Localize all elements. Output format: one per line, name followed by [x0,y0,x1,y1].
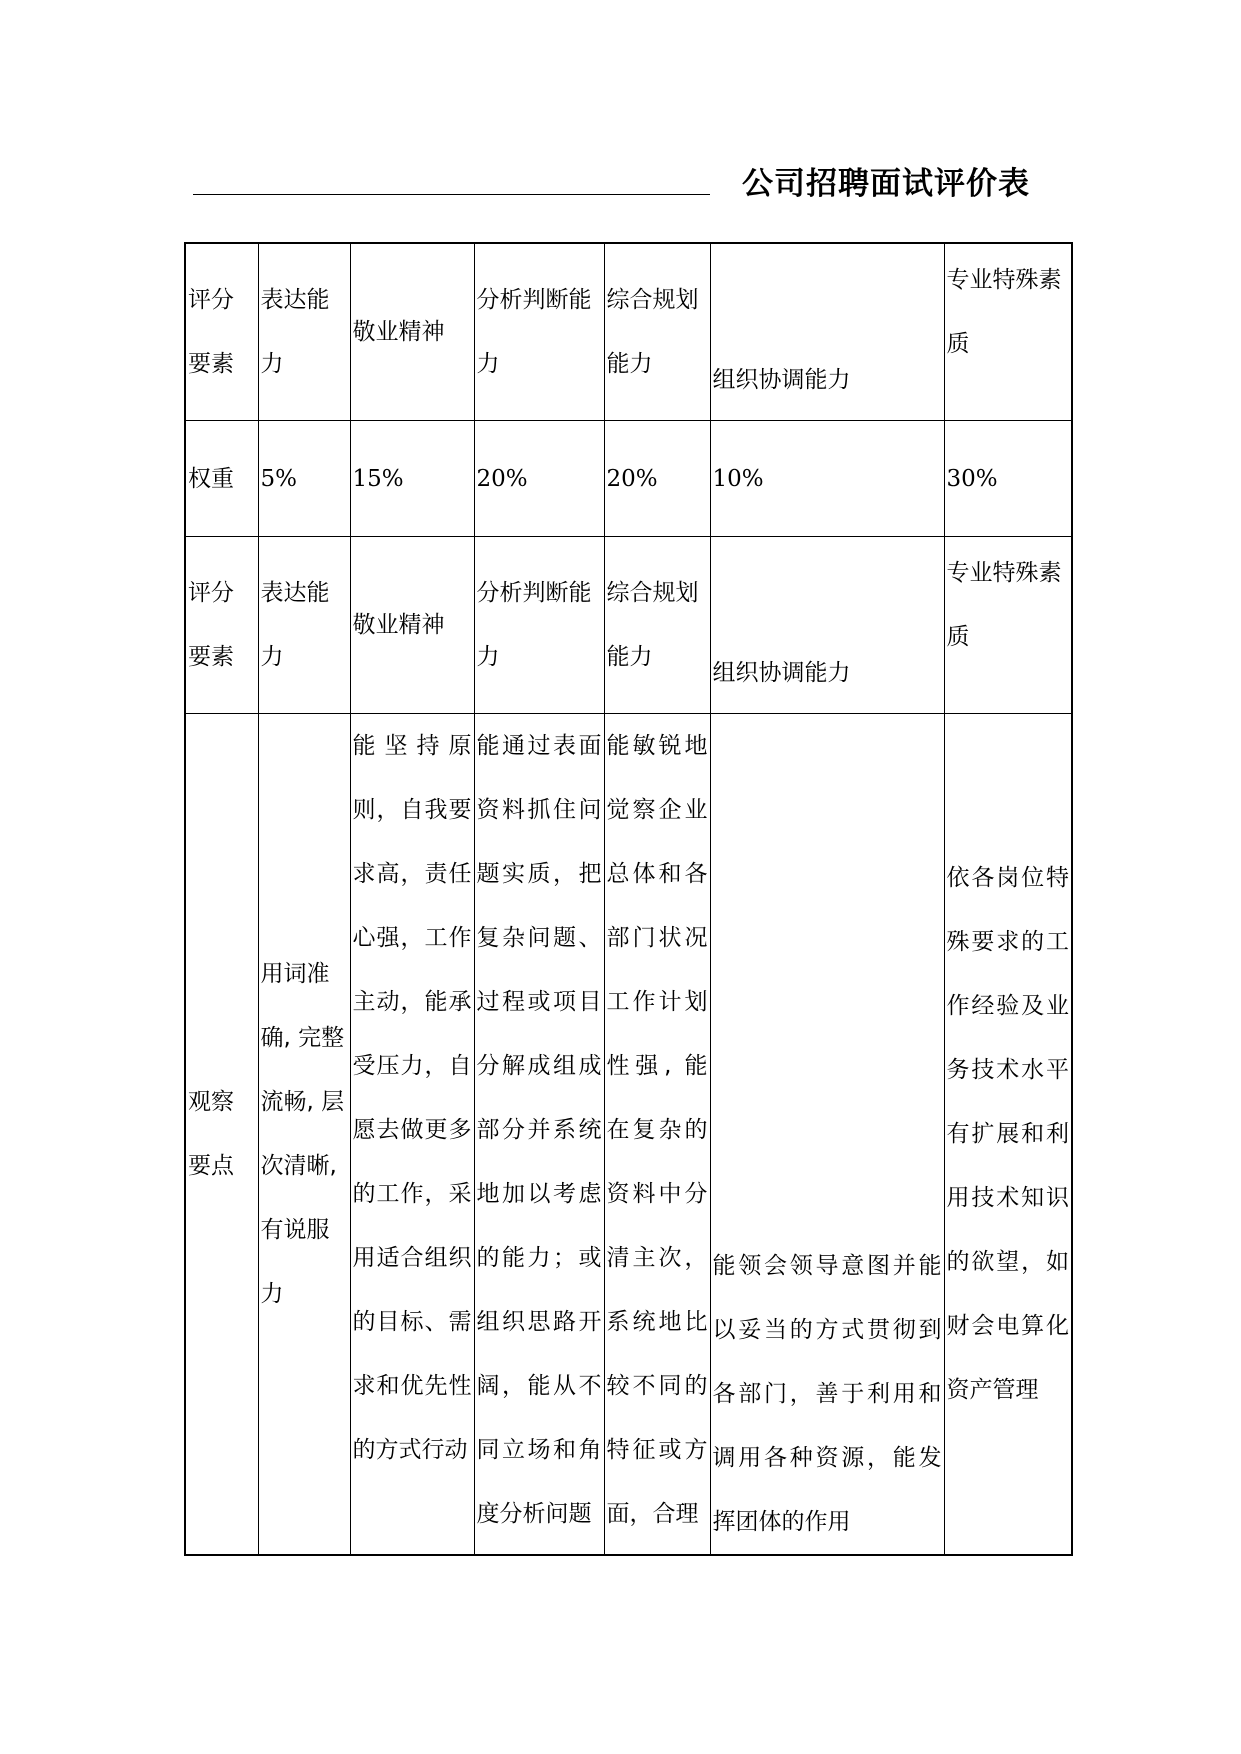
weight-cell-dedication: 15% [350,421,474,537]
header-row-repeat [185,537,1072,714]
header-cell-coordination: 组织协调能力 [710,243,944,421]
header-cell-professional: 专业特殊素质 [944,243,1072,421]
observation-row [185,714,1072,1556]
header-cell-planning-repeat: 综合规划能力 [604,537,710,714]
header-cell-dedication-repeat: 敬业精神 [350,537,474,714]
observation-cell-coordination: 能领会领导意图并能以妥当的方式贯彻到各部门，善于利用和调用各种资源，能发挥团体的作用 [710,714,944,1556]
evaluation-table [184,242,1073,1556]
observation-cell-analysis: 能通过表面资料抓住问题实质，把复杂问题、过程或项目分解成组成部分并系统地加以考虑的能力；或组织思路开阔，能从不同立场和角度分析问题 [474,714,604,1556]
observation-cell-dedication: 能坚持原则，自我要求高，责任心强，工作主动，能承受压力，自愿去做更多的工作，采用适合组织的目标、需求和优先性的方式行动 [350,714,474,1556]
row-label-scoring-factor: 评分要素 [185,243,258,421]
weight-cell-planning: 20% [604,421,710,537]
header-cell-analysis: 分析判断能力 [474,243,604,421]
weight-cell-coordination: 10% [710,421,944,537]
document-title: 公司招聘面试评价表 [742,166,1030,202]
header-cell-coordination-repeat: 组织协调能力 [710,537,944,714]
observation-cell-planning: 能敏锐地觉察企业总体和各部门状况工作计划性强, 能在复杂的资料中分清主次，系统地比较不同的特征或方面，合理 [604,714,710,1556]
weight-cell-expression: 5% [258,421,350,537]
header-row [185,243,1072,421]
header-cell-analysis-repeat: 分析判断能力 [474,537,604,714]
row-label-scoring-factor-repeat: 评分要素 [185,537,258,714]
row-label-weight: 权重 [185,421,258,537]
observation-cell-expression: 用词准确, 完整流畅, 层次清晰, 有说服力 [258,714,350,1556]
observation-cell-professional: 依各岗位特殊要求的工作经验及业务技术水平有扩展和利用技术知识的欲望，如财会电算化资产管理 [944,714,1072,1556]
weight-cell-analysis: 20% [474,421,604,537]
header-cell-dedication: 敬业精神 [350,243,474,421]
weight-cell-professional: 30% [944,421,1072,537]
row-label-observation: 观察要点 [185,714,258,1556]
title-underline [193,194,710,195]
weight-row [185,421,1072,537]
header-cell-planning: 综合规划能力 [604,243,710,421]
header-cell-expression-repeat: 表达能力 [258,537,350,714]
header-cell-expression: 表达能力 [258,243,350,421]
header-cell-professional-repeat: 专业特殊素质 [944,537,1072,714]
